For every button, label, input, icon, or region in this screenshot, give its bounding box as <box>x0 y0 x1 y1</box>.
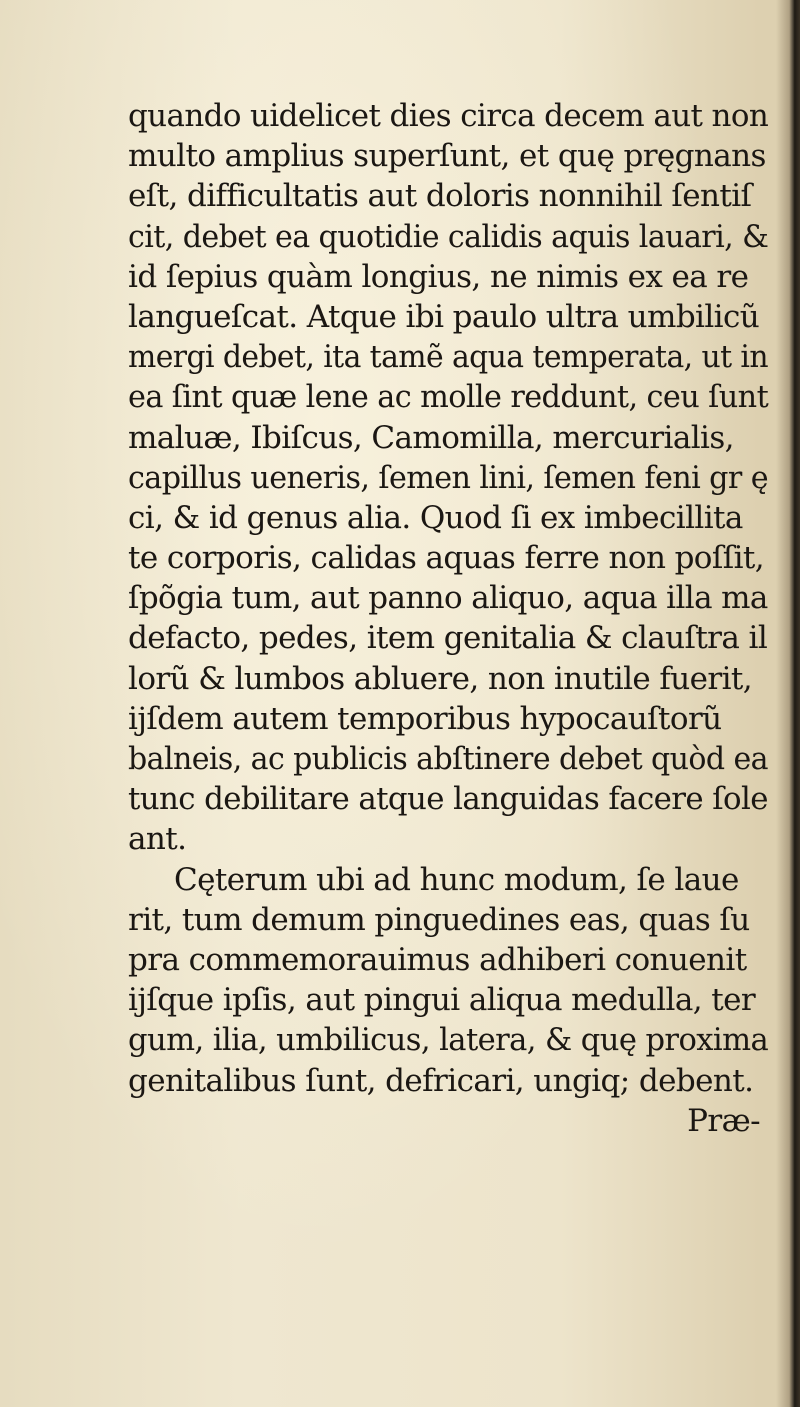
text-line: quando uidelicet dies circa decem aut non <box>128 98 769 134</box>
text-line: genitalibus ſunt, defricari, ungiq; debent. <box>128 1062 754 1099</box>
text-line: balneis, ac publicis abſtinere debet quòd ea <box>128 741 768 777</box>
text-line: maluæ, Ibiſcus, Camomilla, mercurialis, <box>128 419 734 456</box>
text-line: langueſcat. Atque ibi paulo ultra umbilicũ <box>128 298 760 335</box>
text-line: defacto, pedes, item genitalia & clauſtra il <box>128 620 768 657</box>
text-line: ſpõgia tum, aut panno aliquo, aqua illa ma <box>128 580 768 617</box>
text-line: mergi debet, ita tamẽ aqua temperata, ut in <box>128 339 769 376</box>
text-line: lorũ & lumbos abluere, non inutile fuerit, <box>128 660 753 697</box>
text-line: ijſdem autem temporibus hypocauſtorũ <box>128 700 722 737</box>
text-line: ci, & id genus alia. Quod ſi ex imbecillita <box>128 499 743 536</box>
text-line: capillus ueneris, ſemen lini, ſemen feni gr ę <box>128 459 768 496</box>
binding-gutter <box>776 0 800 1407</box>
text-line: multo amplius superſunt, et quę pręgnans <box>128 138 766 175</box>
catchword: Præ- <box>687 1102 760 1139</box>
text-line: eſt, difficultatis aut doloris nonnihil ſentiſ <box>128 178 752 215</box>
text-line: pra commemorauimus adhiberi conuenit <box>128 941 747 978</box>
text-line: te corporis, calidas aquas ferre non poſſit, <box>128 540 765 577</box>
text-line: id ſepius quàm longius, ne nimis ex ea re <box>128 258 749 295</box>
body-text <box>128 96 768 1141</box>
text-line: tunc debilitare atque languidas facere ſole <box>128 781 768 818</box>
text-line: ijſque ipſis, aut pingui aliqua medulla, ter <box>128 982 756 1019</box>
text-line: gum, ilia, umbilicus, latera, & quę proxima <box>128 1022 769 1059</box>
text-line: ant. <box>128 821 187 858</box>
text-line: rit, tum demum pinguedines eas, quas ſu <box>128 901 750 938</box>
text-line: ea ſint quæ lene ac molle reddunt, ceu ſunt <box>128 379 769 416</box>
text-line: cit, debet ea quotidie calidis aquis lauari, & <box>128 218 769 255</box>
paragraph-start-line: Cęterum ubi ad hunc modum, ſe laue <box>174 861 739 898</box>
